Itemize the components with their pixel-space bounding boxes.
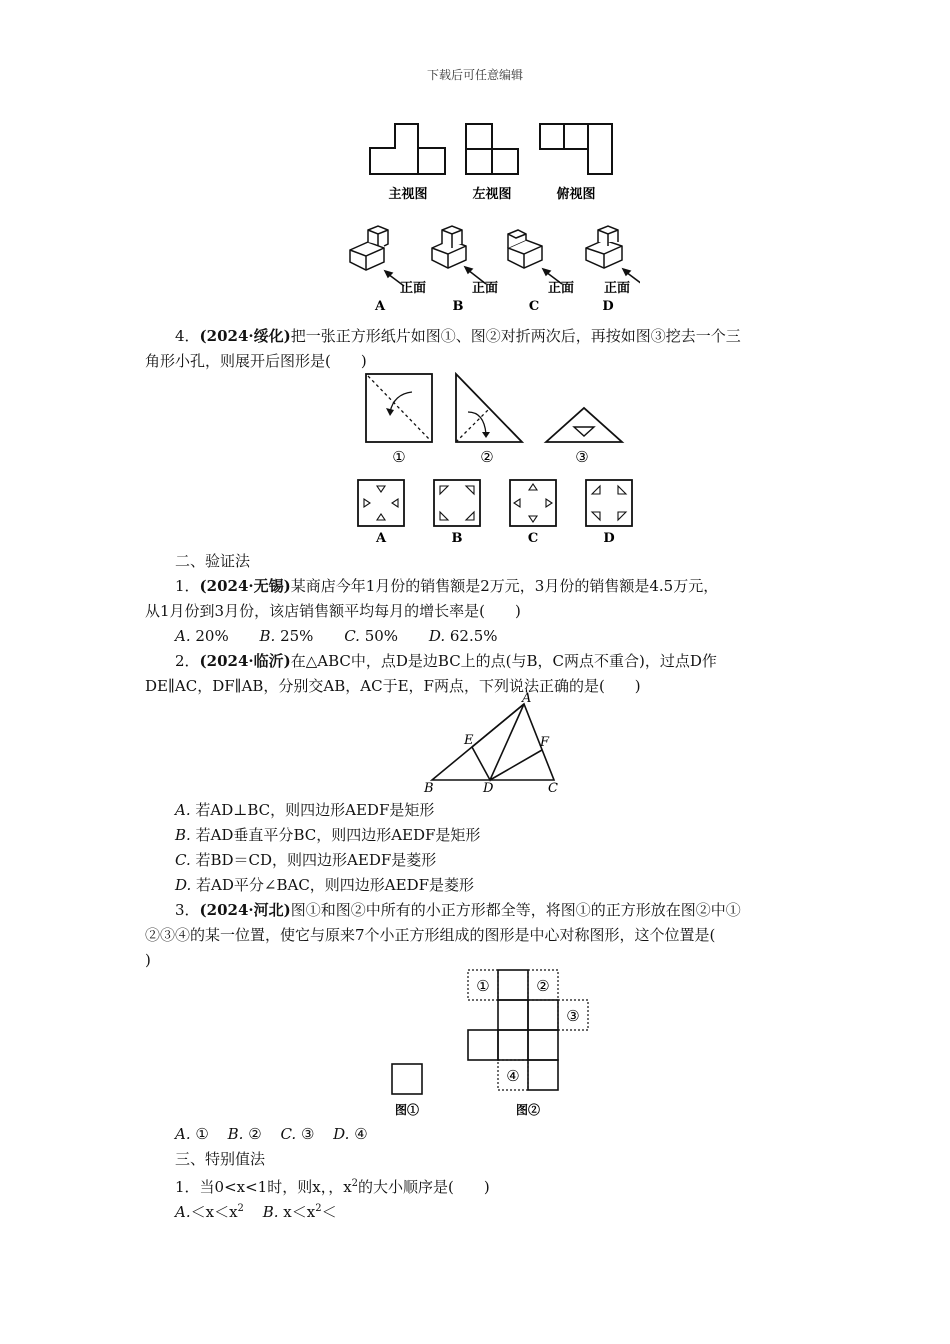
option-letter-b: B [452,299,464,314]
triangle-figure [420,692,570,798]
v2-option-b: B. 若AD垂直平分BC，则四边形AEDF是矩形 [175,826,481,844]
v3-line2: ②③④的某一位置，使它与原来7个小正方形组成的图形是中心对称图形，这个位置是( [145,926,716,944]
front-label-d: 正面 [604,281,631,296]
front-label-a: 正面 [400,281,427,296]
cell-1: ① [476,977,490,995]
point-f: F [540,735,550,750]
option-letter-d: D [602,299,614,314]
folding-figures [360,372,630,468]
fig-label-2: ② [480,448,494,466]
section-heading-3: 三、特别值法 [175,1150,266,1168]
s1-options: $A.<x<x^2$ B. $x<x^2<$ [175,1203,337,1221]
v2-option-d: D. 若AD平分∠BAC，则四边形AEDF是菱形 [175,876,475,894]
v3-line1: 3．(2024·河北)图①和图②中所有的小正方形都全等，将图①的正方形放在图②中① [175,901,741,919]
cell-3: ③ [566,1007,580,1025]
page-header: 下载后可任意编辑 [426,68,523,82]
front-label-c: 正面 [548,281,575,296]
three-views-figure [360,118,630,206]
v1-line1: 1．(2024·无锡)某商店今年1月份的销售额是2万元，3月份的销售额是4.5万元， [175,577,719,595]
cell-2: ② [536,977,550,995]
front-view-label: 主视图 [388,187,428,202]
unfold-letter-a: A [375,531,387,546]
top-view-label: 俯视图 [556,187,596,202]
unfold-letter-d: D [603,531,615,546]
point-b: B [424,781,434,796]
front-label-b: 正面 [472,281,499,296]
option-letter-c: C [528,299,540,314]
point-c: C [548,781,558,796]
isometric-options-figure [340,218,640,314]
fig-label-3: ③ [575,448,589,466]
v2-option-c: C. 若BD＝CD，则四边形AEDF是菱形 [175,851,437,869]
question-4-line1: 4．(2024·绥化)把一张正方形纸片如图①、图②对折两次后，再按如图③挖去一个三 [175,327,741,345]
unfolded-options-figure [350,476,650,548]
v1-options: A. 20% B. 25% C. 50% D. 62.5% [175,627,498,645]
point-d: D [483,781,494,796]
left-view-label: 左视图 [472,187,512,202]
point-e: E [464,733,474,748]
point-a: A [522,692,532,706]
cell-4: ④ [506,1067,520,1085]
v2-line2: DE∥AC，DF∥AB，分别交AB，AC于E，F两点，下列说法正确的是( ) [145,677,641,695]
fig-1-label: 图① [394,1103,420,1117]
question-4-line2: 角形小孔，则展开后图形是( ) [145,352,367,370]
option-letter-a: A [374,299,386,314]
v3-options: A. ① B. ② C. ③ D. ④ [175,1125,368,1143]
v3-line3: ) [145,951,151,969]
question-number: 4． [175,327,200,345]
v2-line1: 2．(2024·临沂)在△ABC中，点D是边BC上的点(与B，C两点不重合)，过点D作 [175,652,717,670]
unfold-letter-c: C [527,531,539,546]
squares-figure [384,966,604,1124]
fig-label-1: ① [392,448,406,466]
v2-option-a: A. 若AD⊥BC，则四边形AEDF是矩形 [175,801,435,819]
unfold-letter-b: B [451,531,463,546]
section-heading-2: 二、验证法 [175,552,251,570]
v1-line2: 从1月份到3月份，该店销售额平均每月的增长率是( ) [145,602,521,620]
s1-line1: 1．当0<x<1时，则x，，$x^2$的大小顺序是( ) [175,1178,490,1196]
question-source: (2024·绥化) [199,327,291,345]
fig-2-label: 图② [515,1103,541,1117]
